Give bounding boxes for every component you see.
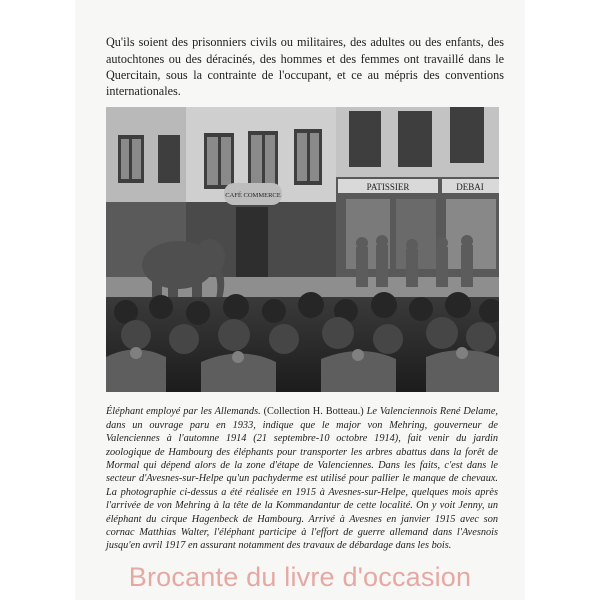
sign-shop-right: DEBAI — [456, 182, 484, 192]
sign-cafe: CAFÉ COMMERCE — [225, 192, 281, 199]
intro-paragraph: Qu'ils soient des prisonniers civils ou militaires, des adultes ou des enfants, des autochtones ou des déracinés, des hommes et des femmes ont travaillé dans le Quercitain, sous la contrainte de l'occupant, et ce au mépris des conventions internationales. — [106, 35, 504, 99]
photo-elephant-soldiers — [106, 107, 499, 392]
photo-caption — [106, 405, 498, 552]
historical-photograph — [106, 107, 499, 392]
sign-shop: PATISSIER — [366, 182, 410, 192]
caption-lead: Éléphant employé par les Allemands. — [106, 406, 261, 418]
caption-credit: (Collection H. Botteau.) — [260, 406, 367, 418]
caption-body: Le Valenciennois René Delame, dans un ouvrage paru en 1933, indique que le major von Mehring, gouverneur de Valenciennes à l'automne 1914 (21 septembre-10 octobre 1914), fait venir du jardin zoologique de Hambourg des éléphants pour transporter les arbres abattus dans la forêt de Mormal qui dépend alors de la zone d'étape de Valenciennes. Dans les faits, c'est dans le secteur d'Avesnes-sur-Helpe qu'un pachyderme est utilisé pour pallier le manque de chevaux. La photographie ci-dessus a été réalisée en 1915 à Avesnes-sur-Helpe, quelques mois après l'arrivée de von Mehring à la tête de la Kommandantur de cette localité. On y voit Jenny, un éléphant du cirque Hagenbeck de Hambourg. Arrivé à Avesnes en janvier 1915 avec son cornac Matthias Walter, l'éléphant participe à l'effort de guerre allemand dans l'Avesnois jusqu'en avril 1917 en assurant notamment des travaux de débardage dans les bois. — [106, 406, 498, 552]
watermark-text: Brocante du livre d'occasion — [128, 562, 472, 592]
